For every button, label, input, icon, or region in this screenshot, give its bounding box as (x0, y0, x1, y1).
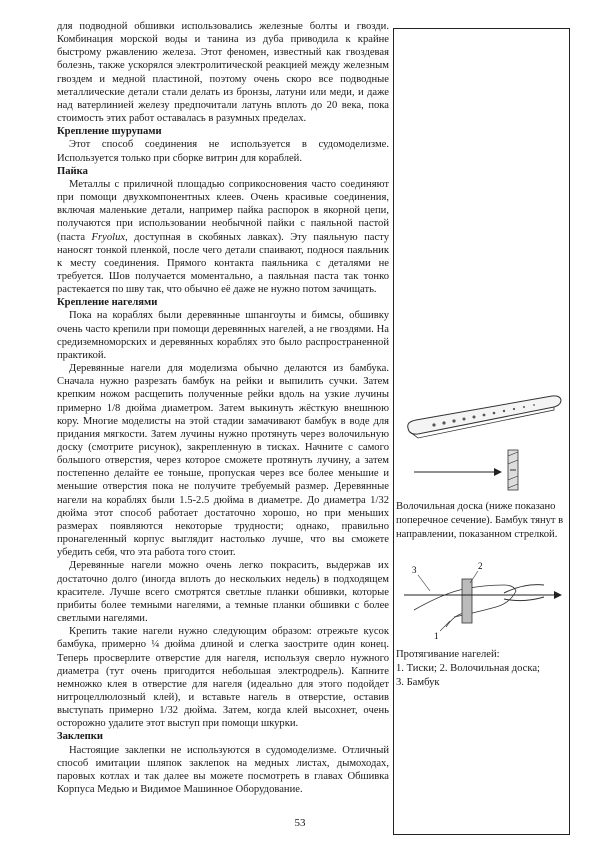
caption2-title: Протягивание нагелей: (396, 649, 500, 660)
caption2-line2: 3. Бамбук (396, 677, 440, 688)
paragraph-screws: Этот способ соединения не используется в судомоделизме. Используется только при сборке витрин для кораблей. (57, 139, 389, 164)
paragraph-soldering (57, 178, 389, 296)
fixing-text-b: дюйма. Затем, когда клей высохнет, очень осторожно удалите этот выступ при помощи шкурки. (57, 705, 389, 730)
heading-treenails: Крепление нагелями (57, 297, 158, 309)
pulling-treenails-figure (404, 555, 564, 640)
fraction-one-thirty-second-b: 1/32 (159, 705, 179, 717)
paragraph-nail-disease: для подводной обшивки использовались железные болты и гвозди. Комбинация морской воды и танина из дуба приводила к крайне быстрому ржавлению железа. Этот феномен, известный как гвоздевая болезнь, также ускорялся электролитической реакцией между железным гвоздем и медной пластиной, поэтому очень скоро все подводные металлические детали стали делать из бронзы, латуни или меди, и даже над ватерлинией железу предпочитали латунь вплоть до 20 века, пока стоимость этих работ оставалась в разумных пределах. (57, 21, 389, 125)
fraction-one-eighth: 1/8 (106, 402, 121, 414)
paragraph-treenails-history: Пока на кораблях были деревянные шпангоуты и бимсы, обшивку очень часто крепили при помощи деревянных нагелей, а не гвоздями. На средиземноморских и деревянных кораблях это было распространенной практикой. (57, 310, 389, 361)
making-text-a: Деревянные нагели для моделизма обычно делаются из бамбука. Сначала нужно разрезать бамбук на рейки и выпилить сучки. Затем крепким ножом расщепить полученные рейки вдоль на узкие лучины примерно (57, 363, 389, 414)
heading-soldering: Пайка (57, 165, 88, 177)
page-number: 53 (294, 817, 306, 829)
paragraph-treenails-coloring: Деревянные нагели можно очень легко покрасить, выдержав их достаточно долго (иногда вплоть до нескольких недель) в подходящем красителе. Лучше всего смотрятся светлые планки обшивки, которые прибиты более темными нагелями, а темные планки обшивки с более светлыми нагелями. (57, 560, 389, 625)
fraction-one-thirty-second: 1/32 (370, 494, 389, 506)
caption-pulling-treenails (396, 648, 568, 690)
soldering-text-a: Металлы с приличной площадью соприкосновения часто соединяют при помощи двухкомпонентных клеев. Очень красивые соединения, включая маленькие детали, например пайка распорок в якорной цепи, получаются при использовании необычной пайки с паяльной пастой (паста (57, 178, 389, 243)
fig2-label-3: 3 (412, 565, 417, 575)
heading-rivets: Заклепки (57, 731, 103, 743)
main-text-column (57, 20, 389, 796)
draw-plate-figure (404, 390, 564, 495)
making-text-b: дюйма диаметром. Затем выкинуть жёсткую внешнюю кору. Многие моделисты на этой стадии замачивают бамбук в воде для придания мягкости. Затем лучины нужно протянуть через волочильную доску (смотрите рисунок), закрепленную в тисках. Начните с самого большого отверстия, через которое сможете протянуть лучину, а затем постепенно делайте ее тоньше, пропуская через все более меньшие и меньшие отверстия пока не получите требуемый размер. Деревянные нагели на кораблях были 1.5-2.5 дюйма в диаметре. До диаметра (57, 402, 389, 506)
making-text-c: дюйма этот способ работает достаточно хорошо, но при меньших размерах появляются некоторые трудности; однако, правильно пронагеленный корпус выглядит настолько лучше, что вы сможете убедить себя, что эта работа того стоит. (57, 507, 389, 559)
paragraph-rivets: Настоящие заклепки не используются в судомоделизме. Отличный способ имитации шляпок заклепок на медных листах, дымоходах, паровых котлах и так далее вы можете посмотреть в главах Обшивка Корпуса Медью и Видимое Машинное Оборудование. (57, 744, 389, 796)
paragraph-treenails-making (57, 362, 389, 559)
fig2-label-2: 2 (478, 561, 483, 571)
paragraph-treenails-fixing (57, 625, 389, 730)
fixing-text-a: Крепить такие нагели нужно следующим образом: отрежьте кусок бамбука, примерно ¼ дюйма длиной и слегка заострите один конец. Теперь просверлите отверстие для нагеля, используя сверло нужного диаметра (тут очень пригодится небольшая электродрель). Капните немножко клея в отверстие для нагеля (идеально для этого подойдет нитроцеллюлозный клей), и вставьте нагель в отверстие, оставив выступать примерно (57, 626, 389, 717)
caption-draw-plate: Волочильная доска (ниже показано поперечное сечение). Бамбук тянут в направлении, показанном стрелкой. (396, 501, 564, 540)
soldering-text-b: , доступная в скобяных лавках). Эту паяльную пасту наносят тонкой пленкой, после чего детали спаивают, поднося паяльник к месту соединения. Прямого контакта паяльника с деталями не требуется. Шов получается моментально, а паяльная паста так тонко растекается по шву так, что обычно её даже не нужно потом зачищать. (57, 231, 389, 296)
caption2-line1: 1. Тиски; 2. Волочильная доска; (396, 663, 540, 674)
heading-screws: Крепление шурупами (57, 126, 162, 138)
fig2-label-1: 1 (434, 631, 439, 640)
brand-fryolux: Fryolux (91, 231, 126, 243)
